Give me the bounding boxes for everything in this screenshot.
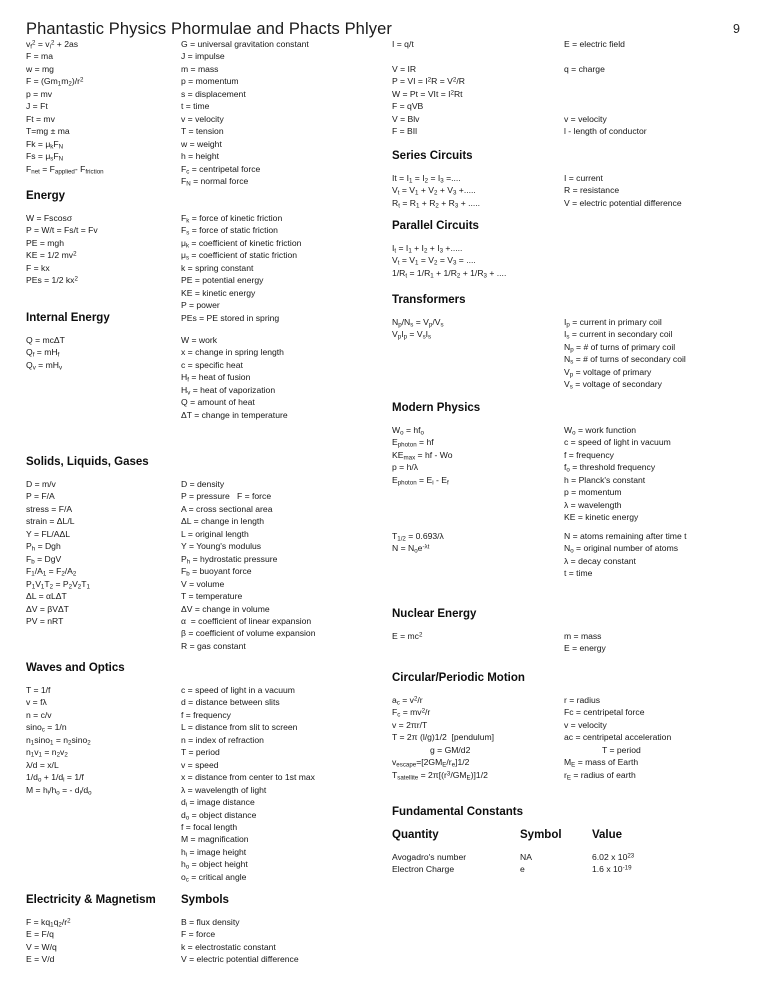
formula-line: $W_o = hf_o$ bbox=[392, 425, 424, 437]
parallel-formulas bbox=[392, 242, 557, 279]
right-column bbox=[392, 38, 742, 876]
energy-formulas bbox=[26, 212, 176, 287]
formula-line: I = q/t bbox=[392, 39, 414, 49]
formula-line: $a_c = v^2/r$ bbox=[392, 695, 423, 707]
cell-value: 6.02 x $10^{23}$ bbox=[592, 852, 635, 862]
section-heading-parallel-circuits: Parallel Circuits bbox=[392, 220, 479, 232]
waves-formulas bbox=[26, 684, 176, 796]
formula-line: h = height bbox=[181, 151, 219, 162]
em-formulas bbox=[26, 916, 176, 966]
formula-line: $E_{photon} = E_i - E_f$ bbox=[392, 474, 449, 487]
formula-line: R = gas constant bbox=[181, 640, 246, 651]
formula-line: D = density bbox=[181, 479, 225, 489]
series-formulas bbox=[392, 172, 557, 209]
formula-line: $r_E$ = radius of earth bbox=[564, 769, 636, 782]
formula-line: v = speed bbox=[181, 759, 219, 770]
formula-line: P = W/t = Fs/t = Fv bbox=[26, 225, 98, 236]
column-header-value: Value bbox=[592, 829, 623, 841]
formula-line: T = tension bbox=[181, 126, 224, 137]
formula-line: P = pressure F = force bbox=[181, 491, 272, 502]
section-modern-physics bbox=[392, 424, 742, 530]
section-circular-periodic-motion bbox=[392, 694, 742, 806]
formula-line: Q = amount of heat bbox=[181, 397, 255, 408]
section-heading-modern-physics: Modern Physics bbox=[392, 402, 481, 414]
transformers-definitions bbox=[564, 316, 749, 391]
formula-line: $n_1\sin o_1 = n_2\sin o_2$ bbox=[26, 734, 91, 747]
formula-line: $h_o$ = object height bbox=[181, 859, 248, 871]
formula-line: x = distance from center to 1st max bbox=[181, 772, 315, 783]
table-header-row bbox=[392, 828, 742, 842]
formula-line: Fc = centripetal force bbox=[564, 707, 645, 718]
formula-line: Q = mcΔT bbox=[26, 335, 65, 345]
formula-line: λ/d = x/L bbox=[26, 759, 59, 770]
section-heading-internal-energy: Internal Energy bbox=[26, 312, 110, 324]
cell-quantity: Electron Charge bbox=[392, 864, 455, 875]
formula-line: m = mass bbox=[181, 63, 219, 74]
current-electricity-formulas bbox=[392, 38, 557, 138]
formula-line: v = velocity bbox=[181, 113, 224, 124]
formula-line: $N_o$ = original number of atoms bbox=[564, 543, 679, 555]
formula-line: d = distance between slits bbox=[181, 697, 280, 708]
formula-line: T = temperature bbox=[181, 591, 243, 602]
formula-line: D = m/v bbox=[26, 479, 56, 489]
formula-line: $d_o$ = object distance bbox=[181, 809, 257, 821]
formula-line: $E = mc^2$ bbox=[392, 631, 423, 641]
section-heading-symbols: Symbols bbox=[181, 894, 229, 906]
formula-line: stress = F/A bbox=[26, 503, 73, 514]
formula-line: $Fk = \mu_kF_N$ bbox=[26, 138, 64, 150]
formula-line: $\mu_s$ = coefficient of static friction bbox=[181, 250, 298, 262]
formula-line: $V_t = V_1 = V_2 = V_3$ = .... bbox=[392, 255, 476, 267]
formula-line: W = work bbox=[181, 335, 218, 345]
formula-line: k = electrostatic constant bbox=[181, 941, 276, 952]
formula-line: t = time bbox=[564, 568, 593, 579]
page-title: Phantastic Physics Phormulae and Phacts Phlyer bbox=[26, 20, 392, 38]
formula-line: t = time bbox=[181, 101, 210, 112]
page-number: 9 bbox=[733, 22, 740, 36]
section-heading-waves-optics: Waves and Optics bbox=[26, 662, 125, 674]
formula-line: Y = Young's modulus bbox=[181, 541, 262, 552]
formula-line: $Fs = \mu_sF_N$ bbox=[26, 151, 64, 163]
formula-line: $V_pI_p = V_sI_s$ bbox=[392, 329, 432, 341]
formula-line: T = 2π (l/g)1/2 [pendulum] bbox=[392, 732, 495, 743]
formula-line: V = IR bbox=[392, 63, 417, 74]
formula-line: f = frequency bbox=[564, 449, 614, 460]
formula-line: q = charge bbox=[564, 63, 605, 74]
section-transformers bbox=[392, 316, 742, 402]
section-heading-electricity-magnetism: Electricity & Magnetism bbox=[26, 894, 156, 906]
formula-line: $\mu_k$ = coefficient of kinetic friction bbox=[181, 237, 302, 250]
formula-line: F = qVB bbox=[392, 101, 424, 112]
formula-line: $E_{photon}$ = hf bbox=[392, 437, 434, 449]
formula-line: $f_o$ = threshold frequency bbox=[564, 462, 656, 474]
formula-line: F = kx bbox=[26, 262, 50, 273]
formula-line: p = momentum bbox=[564, 487, 622, 498]
formula-line: l - length of conductor bbox=[564, 126, 647, 137]
formula-line: f = focal length bbox=[181, 821, 238, 832]
column-header-symbol: Symbol bbox=[520, 829, 562, 841]
formula-line: $V_p$ = voltage of primary bbox=[564, 366, 652, 379]
formula-line: p = h/λ bbox=[392, 462, 419, 473]
nuclear-formulas bbox=[392, 630, 557, 642]
section-solids-liquids-gases bbox=[26, 478, 371, 662]
formula-line: E = F/q bbox=[26, 929, 54, 940]
formula-line: $o_c$ = critical angle bbox=[181, 871, 247, 884]
section-kinematics bbox=[26, 38, 371, 190]
formula-line: x = change in spring length bbox=[181, 347, 284, 358]
section-nuclear-energy bbox=[392, 630, 742, 672]
formula-line: T = 1/f bbox=[26, 685, 51, 695]
formula-line: N = atoms remaining after time t bbox=[564, 531, 687, 541]
formula-line: α = coefficient of linear expansion bbox=[181, 615, 312, 626]
modern-physics-definitions bbox=[564, 424, 749, 524]
section-waves-optics bbox=[26, 684, 371, 894]
formula-line: r = radius bbox=[564, 695, 601, 705]
formula-line: $I_s$ = current in secondary coil bbox=[564, 329, 673, 341]
internal-energy-definitions bbox=[181, 334, 376, 421]
formula-line: $N_s$ = # of turns of secondary coil bbox=[564, 354, 686, 366]
constants-rows bbox=[392, 851, 742, 876]
formula-line: f = frequency bbox=[181, 709, 231, 720]
section-internal-energy bbox=[26, 334, 371, 434]
modern-physics-formulas bbox=[392, 424, 557, 486]
section-heading-circular-periodic-motion: Circular/Periodic Motion bbox=[392, 672, 525, 684]
formula-line: L = distance from slit to screen bbox=[181, 722, 298, 733]
formula-line: v = velocity bbox=[564, 113, 607, 124]
formula-line: $F_k$ = force of kinetic friction bbox=[181, 213, 283, 225]
formula-line: V = electric potential difference bbox=[564, 197, 682, 208]
formula-line: w = mg bbox=[26, 63, 54, 74]
formula-line: $P_h$ = hydrostatic pressure bbox=[181, 553, 278, 566]
formula-line: $It = I_1 = I_2 = I_3$ =.... bbox=[392, 173, 461, 185]
formula-line: P = power bbox=[181, 300, 220, 311]
formula-line: $I_p$ = current in primary coil bbox=[564, 317, 662, 329]
section-heading-solids-liquids-gases: Solids, Liquids, Gases bbox=[26, 456, 149, 468]
kinematics-definitions bbox=[181, 38, 376, 187]
formula-line: V = volume bbox=[181, 578, 225, 589]
cell-value: 1.6 x $10^{-19}$ bbox=[592, 864, 632, 875]
kinematics-formulas bbox=[26, 38, 176, 175]
formula-line: E = V/d bbox=[26, 954, 55, 965]
formula-line: $H_v$ = heat of vaporization bbox=[181, 384, 276, 397]
formula-line: $v_f^2 = v_i^2 + 2as$ bbox=[26, 39, 79, 51]
section-series-circuits bbox=[392, 172, 742, 220]
formula-line: β = coefficient of volume expansion bbox=[181, 628, 316, 639]
formula-line: $Q_v = mH_v$ bbox=[26, 359, 63, 372]
formula-line: $T_{1/2} = 0.693/\lambda$ bbox=[392, 531, 444, 543]
section-em-headings bbox=[26, 894, 371, 916]
formula-line: $P_h$ = Dgh bbox=[26, 541, 61, 553]
formula-line: ΔT = change in temperature bbox=[181, 409, 288, 420]
formula-line: h = Planck's constant bbox=[564, 474, 646, 485]
formula-line: λ = wavelength bbox=[564, 499, 622, 510]
formula-line: k = spring constant bbox=[181, 262, 254, 273]
formula-line: $N = N_oe^{-\lambda t}$ bbox=[392, 543, 430, 555]
series-definitions bbox=[564, 172, 749, 209]
formula-line: ΔL = change in length bbox=[181, 516, 265, 527]
formula-line bbox=[564, 75, 749, 87]
formula-line: F = BIl bbox=[392, 126, 418, 137]
formula-line: PEs = PE stored in spring bbox=[181, 312, 280, 323]
formula-line: PE = potential energy bbox=[181, 275, 264, 286]
table-row bbox=[392, 863, 742, 875]
formula-line: g = GM/d2 bbox=[430, 744, 471, 755]
formula-line: L = original length bbox=[181, 528, 249, 539]
formula-line: c = speed of light in vacuum bbox=[564, 437, 671, 448]
formula-line: ΔV = βVΔT bbox=[26, 603, 69, 614]
formula-line: p = mv bbox=[26, 88, 53, 99]
formula-line: $N_p/N_s = V_p/V_s$ bbox=[392, 317, 444, 329]
formula-line: $F_{net} = F_{applied}-$ $F_{friction}$ bbox=[26, 163, 104, 175]
formula-line: KE = kinetic energy bbox=[564, 512, 639, 523]
section-parallel-circuits bbox=[392, 242, 742, 294]
formula-line: T = period bbox=[181, 747, 220, 758]
formula-line: v = 2πr/T bbox=[392, 719, 428, 730]
formula-line bbox=[564, 88, 749, 100]
formula-line: A = cross sectional area bbox=[181, 503, 273, 514]
section-heading-transformers: Transformers bbox=[392, 294, 466, 306]
formula-line: I = current bbox=[564, 173, 603, 183]
formula-line: λ = decay constant bbox=[564, 555, 636, 566]
formula-line: $n_1v_1 = n_2v_2$ bbox=[26, 747, 68, 759]
formula-line: $V_s$ = voltage of secondary bbox=[564, 379, 662, 391]
formula-line: n = c/v bbox=[26, 709, 52, 720]
formula-line: V = Blv bbox=[392, 113, 420, 124]
formula-line: s = displacement bbox=[181, 88, 246, 99]
formula-line: $R_t = R_1 + R_2 + R_3$ + ..... bbox=[392, 197, 481, 210]
current-electricity-definitions bbox=[564, 38, 749, 138]
formula-line: P = VI = $I^2R = V^2/R$ bbox=[392, 76, 465, 87]
formula-line: $KE_{max}$ = hf - Wo bbox=[392, 449, 453, 462]
circular-formulas bbox=[392, 694, 557, 781]
formula-line: W = Fscosσ bbox=[26, 213, 73, 223]
cell-symbol: e bbox=[520, 864, 525, 875]
formula-line: $F_c = mv^2/r$ bbox=[392, 707, 431, 719]
formula-line: $F = kq_1q_2/r^2$ bbox=[26, 917, 71, 929]
column-header-quantity: Quantity bbox=[392, 829, 439, 841]
nuclear-definitions bbox=[564, 630, 749, 655]
formula-line: J = impulse bbox=[181, 51, 225, 62]
formula-line: $d_i$ = image distance bbox=[181, 797, 255, 809]
formula-line: F = ma bbox=[26, 51, 53, 62]
formula-line: $Q_f = mH_f$ bbox=[26, 347, 60, 359]
formula-line: PV = nRT bbox=[26, 615, 64, 626]
slg-formulas bbox=[26, 478, 176, 627]
formula-line: $H_f$ = heat of fusion bbox=[181, 372, 251, 384]
circular-definitions bbox=[564, 694, 749, 781]
formula-line: $F_s$ = force of static friction bbox=[181, 225, 278, 237]
formula-line: R = resistance bbox=[564, 185, 620, 196]
formula-line: Y = FL/AΔL bbox=[26, 528, 71, 539]
formula-line: $F_b$ = DgV bbox=[26, 553, 62, 566]
formula-line: $F = (Gm_1m_2)/r^2$ bbox=[26, 76, 84, 88]
transformers-formulas bbox=[392, 316, 557, 341]
internal-energy-formulas bbox=[26, 334, 176, 371]
formula-line: $W_o$ = work function bbox=[564, 425, 637, 437]
formula-line: $N_p$ = # of turns of primary coil bbox=[564, 341, 676, 354]
cell-symbol: NA bbox=[520, 852, 532, 862]
formula-line: W = Pt = VIt = $I^2Rt$ bbox=[392, 88, 463, 99]
formula-line: $1/d_o + 1/d_i = 1/f$ bbox=[26, 772, 84, 784]
formula-line bbox=[564, 100, 749, 112]
formula-line: ΔV = change in volume bbox=[181, 603, 270, 614]
formula-line: sino$_c$ = 1/n bbox=[26, 722, 67, 734]
formula-line: $T_{satellite} = 2\pi[(r^3/GM_E)]1/2$ bbox=[392, 769, 488, 782]
formula-line bbox=[564, 50, 749, 62]
formula-line: v = fλ bbox=[26, 697, 47, 708]
formula-line: B = flux density bbox=[181, 917, 240, 927]
decay-formulas bbox=[392, 530, 557, 555]
formula-line: $P_1V_1T_2 = P_2V_2T_1$ bbox=[26, 578, 90, 590]
formula-line: v = velocity bbox=[564, 719, 607, 730]
table-row bbox=[392, 851, 742, 863]
left-column bbox=[26, 38, 371, 976]
formula-line: $I_t = I_1 + I_2 + I_3$ +..... bbox=[392, 243, 463, 255]
section-heading-nuclear-energy: Nuclear Energy bbox=[392, 608, 477, 620]
formula-line: $V_t = V_1 + V_2 + V_3$ +..... bbox=[392, 185, 476, 197]
formula-line: Ft = mv bbox=[26, 113, 55, 124]
formula-line: P = F/A bbox=[26, 491, 55, 502]
formula-line: V = electric potential difference bbox=[181, 954, 299, 965]
formula-line: G = universal gravitation constant bbox=[181, 39, 309, 49]
formula-line: E = electric field bbox=[564, 39, 625, 49]
formula-line: V = W/q bbox=[26, 941, 57, 952]
formula-line: $h_i$ = image height bbox=[181, 846, 247, 859]
section-heading-energy: Energy bbox=[26, 190, 65, 202]
formula-line: T=mg ± ma bbox=[26, 126, 70, 137]
formula-line: ac = centripetal acceleration bbox=[564, 732, 672, 743]
formula-line: PEs = 1/2 $kx^2$ bbox=[26, 275, 78, 286]
cell-quantity: Avogadro's number bbox=[392, 852, 467, 862]
waves-definitions bbox=[181, 684, 376, 883]
formula-line: $F_b$ = buoyant force bbox=[181, 566, 252, 578]
formula-line: c = speed of light in a vacuum bbox=[181, 685, 295, 695]
formula-line: F = force bbox=[181, 929, 216, 940]
slg-definitions bbox=[181, 478, 376, 652]
section-heading-fundamental-constants: Fundamental Constants bbox=[392, 806, 523, 818]
fundamental-constants-table bbox=[392, 828, 742, 876]
section-radioactive-decay bbox=[392, 530, 742, 608]
formula-line: $v_{escape}=[2GM_E/r_e]1/2$ bbox=[392, 757, 470, 769]
formula-line: M = magnification bbox=[181, 834, 249, 845]
formula-line: $F_c$ = centripetal force bbox=[181, 163, 261, 175]
decay-definitions bbox=[564, 530, 749, 580]
formula-line: λ = wavelength of light bbox=[181, 784, 267, 795]
section-electricity-magnetism bbox=[26, 916, 371, 976]
formula-line: $F_1/A_1 = F_2/A_2$ bbox=[26, 566, 77, 578]
formula-line: T = period bbox=[602, 744, 641, 755]
formula-line: $M_E$ = mass of Earth bbox=[564, 757, 639, 769]
formula-line: m = mass bbox=[564, 631, 602, 641]
formula-line: c = specific heat bbox=[181, 359, 243, 370]
formula-line: $1/R_t = 1/R_1 + 1/R_2 + 1/R_3$ + .... bbox=[392, 267, 507, 280]
energy-definitions bbox=[181, 212, 376, 324]
formula-line: strain = ΔL/L bbox=[26, 516, 75, 527]
formula-line: n = index of refraction bbox=[181, 734, 264, 745]
formula-line: ΔL = αLΔT bbox=[26, 591, 67, 602]
formula-line: KE = 1/2 $mv^2$ bbox=[26, 250, 77, 261]
em-definitions bbox=[181, 916, 376, 966]
formula-line: KE = kinetic energy bbox=[181, 287, 256, 298]
formula-line: $M = h_i/h_o$ = - $d_i/d_o$ bbox=[26, 784, 92, 796]
section-heading-series-circuits: Series Circuits bbox=[392, 150, 473, 162]
formula-line: J = Ft bbox=[26, 101, 48, 112]
formula-line: PE = mgh bbox=[26, 237, 64, 248]
formula-line: p = momentum bbox=[181, 76, 239, 87]
formula-line: w = weight bbox=[181, 138, 222, 149]
formula-line: $F_N$ = normal force bbox=[181, 175, 249, 188]
section-current-electricity bbox=[392, 38, 742, 150]
formula-line: E = energy bbox=[564, 643, 606, 654]
formula-line bbox=[392, 50, 557, 62]
